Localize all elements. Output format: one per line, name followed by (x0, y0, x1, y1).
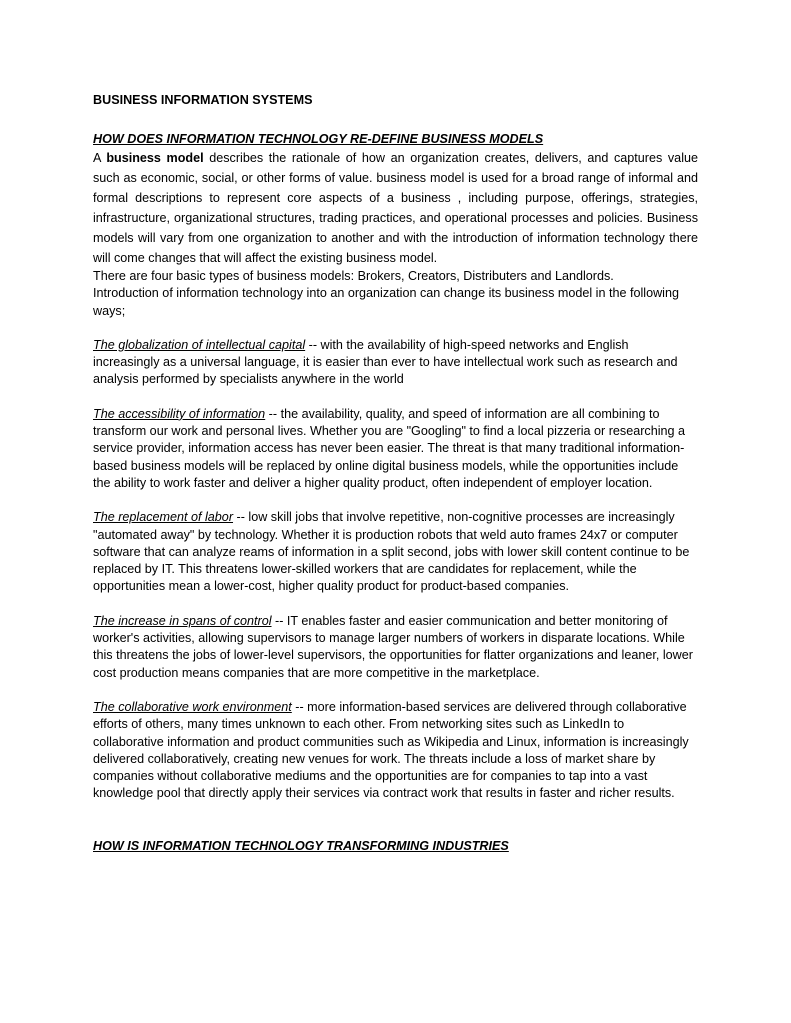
item-topic: The accessibility of information (93, 406, 266, 421)
item-topic: The increase in spans of control (93, 613, 272, 628)
item-replacement-of-labor (93, 509, 698, 595)
item-collaborative-work (93, 699, 698, 803)
item-text: -- low skill jobs that involve repetitive, non-cognitive processes are increasingly "automated away" by technology. Whether it is production robots that weld auto frames 24x7 or computer software that can analyze reams of information in a split second, jobs with lower skill content continue to be replaced by IT. This threatens lower-skilled workers that are candidates for replacement, while the opportunities mean a lower-cost, higher quality product for product-based companies. (93, 510, 690, 594)
spacer (93, 389, 698, 406)
business-model-definition (93, 148, 698, 268)
section-heading-business-models: HOW DOES INFORMATION TECHNOLOGY RE-DEFINE BUSINESS MODELS (93, 132, 544, 146)
item-text: -- more information-based services are delivered through collaborative efforts of others, many times unknown to each other. From networking sites such as LinkedIn to collaborative information and product communities such as Wikipedia and Linux, information is increasingly delivered collaboratively, creating new venues for work. The threats include a loss of market share by companies without collaborative mediums and the opportunities are for companies to tap into a vast knowledge pool that directly apply their services via contract work that results in faster and richer results. (93, 699, 689, 801)
spacer (93, 320, 698, 337)
item-spans-of-control (93, 613, 698, 682)
spacer (93, 682, 698, 699)
intro-prefix: A (93, 151, 107, 165)
spacer (93, 596, 698, 613)
business-model-term: business model (106, 151, 204, 165)
item-text: -- IT enables faster and easier communication and better monitoring of worker's activities, allowing supervisors to manage larger numbers of workers in disparate locations. While this threatens the jobs of lower-level supervisors, the opportunities for flatter organizations and leaner, lower cost production means companies that are more competitive in the marketplace. (93, 613, 693, 680)
item-globalization (93, 337, 698, 389)
document-title: BUSINESS INFORMATION SYSTEMS (93, 93, 313, 107)
item-topic: The replacement of labor (93, 510, 234, 525)
intro-rest: describes the rationale of how an organization creates, delivers, and captures value such as economic, social, or other forms of value. business model is used for a broad range of informal and formal descriptions to represent core aspects of a business , including purpose, offerings, strategies, infrastructure, organizational structures, trading practices, and operational processes and policies. Business models will vary from one organization to another and with the introduction of information technology there will come changes that will affect the existing business model. (93, 151, 698, 265)
item-accessibility (93, 406, 698, 492)
it-change-lead-in: Introduction of information technology into an organization can change its business model in the following ways; (93, 286, 679, 318)
item-topic: The globalization of intellectual capital (93, 337, 306, 352)
document-page (93, 92, 698, 855)
spacer (93, 492, 698, 509)
item-text: -- the availability, quality, and speed of information are all combining to transform our work and personal lives. Whether you are "Googling" to find a local pizzeria or researching a service provider, information access has never been easier. The threat is that many traditional information-based business models will be replaced by online digital business models, while the opportunities include the ability to work faster and deliver a higher quality product, often independent of employer location. (93, 406, 686, 490)
business-model-types: There are four basic types of business models: Brokers, Creators, Distributers and Landlords. (93, 269, 614, 283)
section-heading-transforming-industries: HOW IS INFORMATION TECHNOLOGY TRANSFORMING INDUSTRIES (93, 838, 509, 853)
item-text: -- with the availability of high-speed networks and English increasingly as a universal language, it is easier than ever to have intellectual work such as research and analysis performed by specialists anywhere in the world (93, 337, 678, 387)
item-topic: The collaborative work environment (93, 699, 292, 714)
